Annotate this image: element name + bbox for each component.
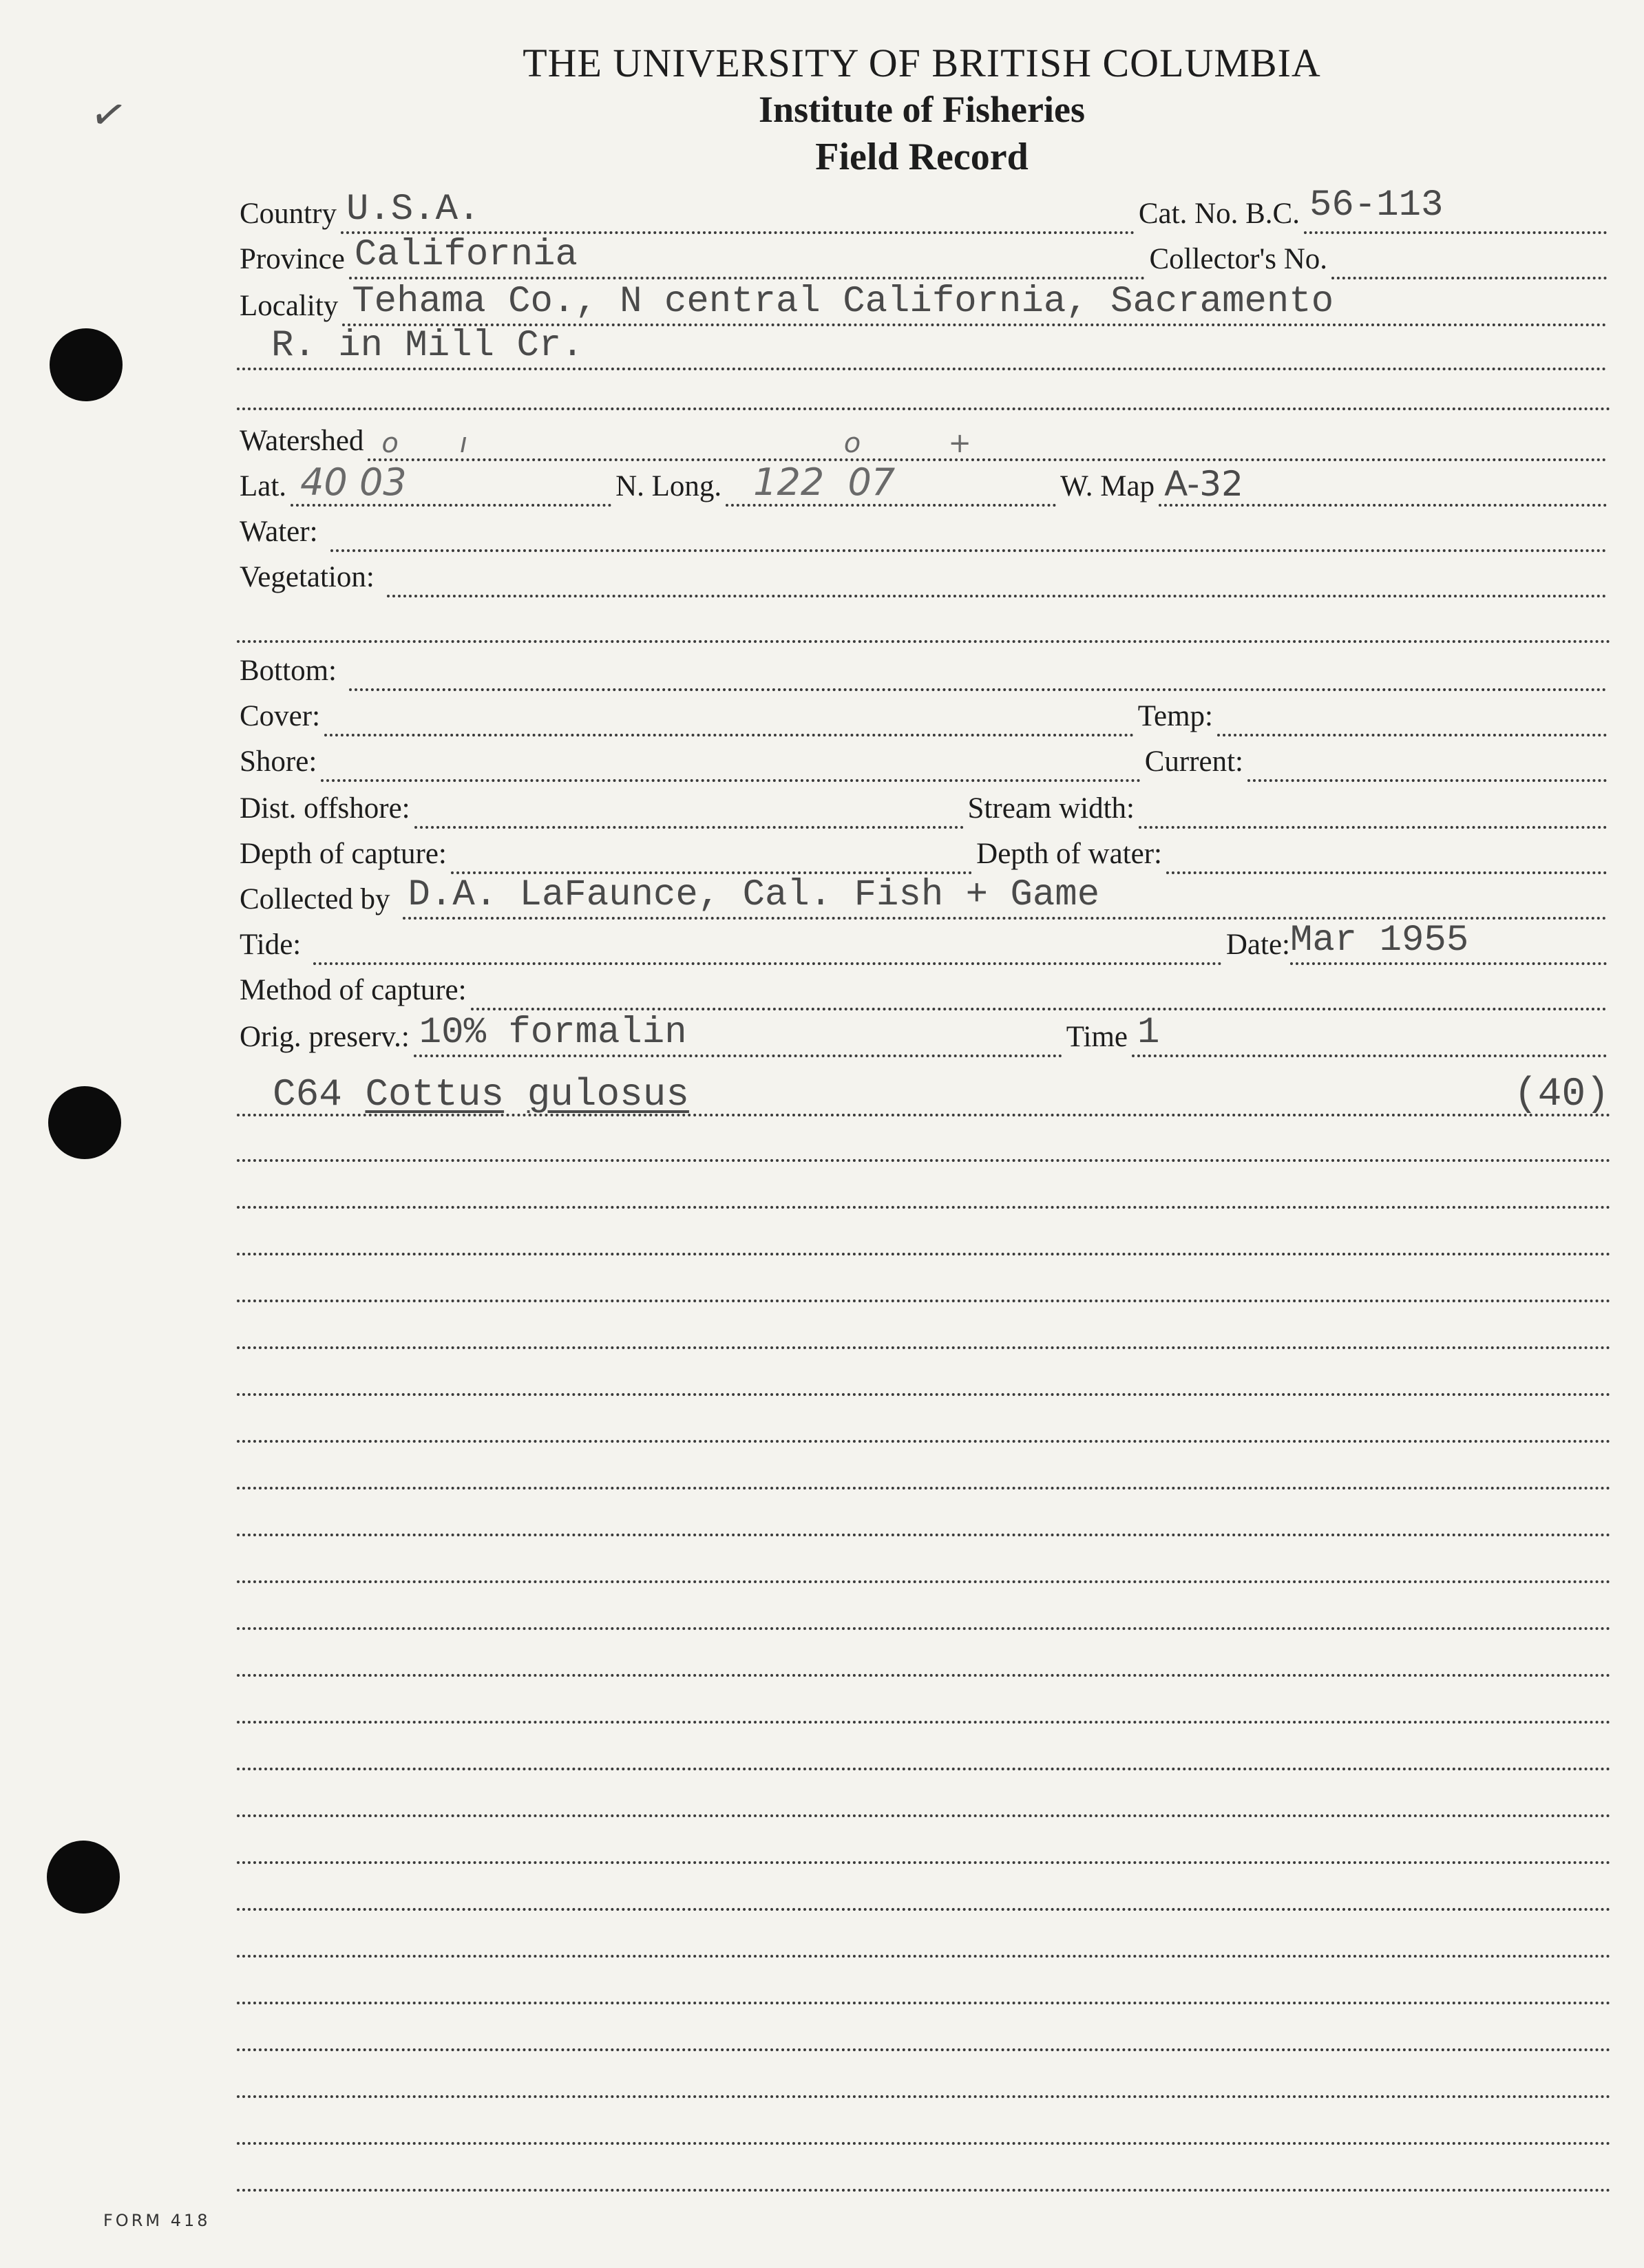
orig-preserv-label: Orig. preserv.: bbox=[240, 1021, 410, 1053]
orig-preserv-value: 10% formalin bbox=[419, 1012, 687, 1054]
current-label: Current: bbox=[1144, 745, 1243, 778]
depth-capture-label: Depth of capture: bbox=[240, 838, 447, 870]
province-field bbox=[349, 234, 1146, 279]
locality-row bbox=[240, 281, 1611, 326]
check-mark: ✓ bbox=[85, 86, 131, 143]
depth-water-field bbox=[1166, 833, 1607, 874]
cat-no-value: 56-113 bbox=[1309, 184, 1444, 226]
vegetation-field bbox=[387, 556, 1607, 597]
watershed-field bbox=[368, 420, 1607, 461]
watershed-row bbox=[240, 420, 1611, 461]
country-field bbox=[341, 189, 1135, 234]
species-genus: Cottus bbox=[365, 1072, 505, 1116]
ruled-line bbox=[237, 1393, 1611, 1396]
binder-hole-bottom bbox=[47, 1841, 120, 1914]
locality-field bbox=[342, 281, 1607, 326]
bottom-field bbox=[349, 650, 1607, 691]
cover-field bbox=[324, 695, 1134, 736]
date-label: Date: bbox=[1225, 929, 1290, 961]
bottom-label: Bottom: bbox=[240, 655, 337, 687]
current-field bbox=[1247, 741, 1607, 782]
dist-offshore-row bbox=[240, 787, 1611, 829]
lat-field bbox=[291, 460, 611, 507]
country-label: Country bbox=[240, 198, 337, 230]
locality-label: Locality bbox=[240, 290, 339, 322]
ruled-line bbox=[237, 1908, 1611, 1911]
time-field bbox=[1132, 1012, 1607, 1057]
ruled-line bbox=[237, 1580, 1611, 1583]
country-value: U.S.A. bbox=[346, 189, 481, 231]
method-field bbox=[471, 969, 1607, 1010]
tide-label: Tide: bbox=[240, 929, 302, 961]
ruled-line bbox=[237, 1814, 1611, 1817]
collector-no-field bbox=[1331, 238, 1607, 279]
time-value: 1 bbox=[1137, 1012, 1160, 1054]
shore-row bbox=[240, 741, 1611, 782]
ruled-line bbox=[237, 1674, 1611, 1677]
map-value: A-32 bbox=[1164, 464, 1243, 504]
dist-offshore-field bbox=[414, 787, 964, 829]
ruled-line bbox=[237, 1206, 1611, 1209]
collected-by-value: D.A. LaFaunce, Cal. Fish + Game bbox=[408, 874, 1100, 916]
ruled-line bbox=[237, 2189, 1611, 2192]
orig-preserv-row bbox=[240, 1012, 1611, 1057]
water-field bbox=[330, 511, 1607, 552]
method-label: Method of capture: bbox=[240, 974, 467, 1006]
tide-row bbox=[240, 920, 1611, 965]
ruled-line bbox=[237, 1346, 1611, 1349]
orig-preserv-field bbox=[414, 1012, 1062, 1057]
n-long-label: N. Long. bbox=[615, 470, 722, 502]
species-entry bbox=[273, 1072, 689, 1116]
university-title: THE UNIVERSITY OF BRITISH COLUMBIA bbox=[523, 41, 1321, 85]
watershed-marks: o ı o + bbox=[381, 427, 971, 459]
vegetation-blank-line bbox=[237, 640, 1611, 643]
ruled-line bbox=[237, 1440, 1611, 1443]
ruled-line bbox=[237, 2002, 1611, 2004]
province-row bbox=[240, 234, 1611, 279]
collected-by-row bbox=[240, 874, 1611, 920]
ruled-line bbox=[237, 1768, 1611, 1770]
locality-blank-line bbox=[237, 407, 1611, 410]
ruled-line bbox=[237, 2048, 1611, 2051]
binder-hole-middle bbox=[48, 1086, 121, 1159]
collected-by-field bbox=[403, 874, 1607, 920]
ruled-line bbox=[237, 1955, 1611, 1958]
ruled-line bbox=[237, 1861, 1611, 1864]
ruled-line bbox=[237, 1627, 1611, 1630]
stream-width-field bbox=[1139, 787, 1607, 829]
locality-continuation-row bbox=[237, 325, 1611, 370]
cat-no-label: Cat. No. B.C. bbox=[1138, 198, 1300, 230]
long-value: 122 07 bbox=[753, 460, 896, 504]
species-code: C64 bbox=[273, 1072, 342, 1116]
collected-by-label: Collected by bbox=[240, 883, 390, 915]
map-field bbox=[1159, 465, 1607, 507]
date-value: Mar 1955 bbox=[1290, 920, 1469, 962]
method-row bbox=[240, 969, 1611, 1010]
species-epithet: gulosus bbox=[527, 1072, 689, 1116]
w-map-label: W. Map bbox=[1060, 470, 1155, 502]
form-number: FORM 418 bbox=[103, 2211, 211, 2230]
long-field bbox=[726, 460, 1056, 507]
depth-capture-field bbox=[451, 833, 972, 874]
binder-hole-top bbox=[50, 328, 123, 401]
water-label: Water: bbox=[240, 516, 318, 548]
country-row bbox=[240, 184, 1611, 234]
bottom-row bbox=[240, 650, 1611, 691]
depth-water-label: Depth of water: bbox=[976, 838, 1162, 870]
lat-long-row bbox=[240, 460, 1611, 507]
ruled-line bbox=[237, 1253, 1611, 1255]
tide-field bbox=[313, 924, 1222, 965]
locality-value-line-1: Tehama Co., N central California, Sacramento bbox=[352, 281, 1334, 323]
ruled-line bbox=[237, 1159, 1611, 1162]
ruled-line bbox=[237, 1534, 1611, 1536]
cover-label: Cover: bbox=[240, 700, 321, 732]
institute-title: Institute of Fisheries bbox=[759, 89, 1085, 130]
stream-width-label: Stream width: bbox=[967, 792, 1135, 825]
ruled-line bbox=[237, 1300, 1611, 1302]
dist-offshore-label: Dist. offshore: bbox=[240, 792, 410, 825]
record-title: Field Record bbox=[815, 136, 1029, 178]
temp-field bbox=[1217, 695, 1607, 736]
ruled-line bbox=[237, 2095, 1611, 2098]
shore-label: Shore: bbox=[240, 745, 317, 778]
date-field bbox=[1290, 920, 1607, 965]
lat-label: Lat. bbox=[240, 470, 287, 502]
province-label: Province bbox=[240, 243, 345, 275]
vegetation-label: Vegetation: bbox=[240, 561, 375, 593]
cat-no-field bbox=[1304, 184, 1607, 234]
locality-value-line-2: R. in Mill Cr. bbox=[271, 325, 584, 367]
ruled-line bbox=[237, 1721, 1611, 1724]
collector-no-label: Collector's No. bbox=[1149, 243, 1327, 275]
ruled-line bbox=[237, 2142, 1611, 2145]
cover-row bbox=[240, 695, 1611, 736]
water-row bbox=[240, 511, 1611, 552]
depth-row bbox=[240, 833, 1611, 874]
locality-field-continuation bbox=[237, 325, 1607, 370]
time-label: Time bbox=[1066, 1021, 1128, 1053]
ruled-line bbox=[237, 1487, 1611, 1490]
watershed-label: Watershed bbox=[240, 425, 364, 457]
province-value: California bbox=[354, 234, 578, 276]
shore-field bbox=[321, 741, 1140, 782]
specimen-count: (40) bbox=[1513, 1072, 1610, 1117]
lat-value: 40 03 bbox=[300, 460, 407, 504]
temp-label: Temp: bbox=[1137, 700, 1213, 732]
vegetation-row bbox=[240, 556, 1611, 597]
